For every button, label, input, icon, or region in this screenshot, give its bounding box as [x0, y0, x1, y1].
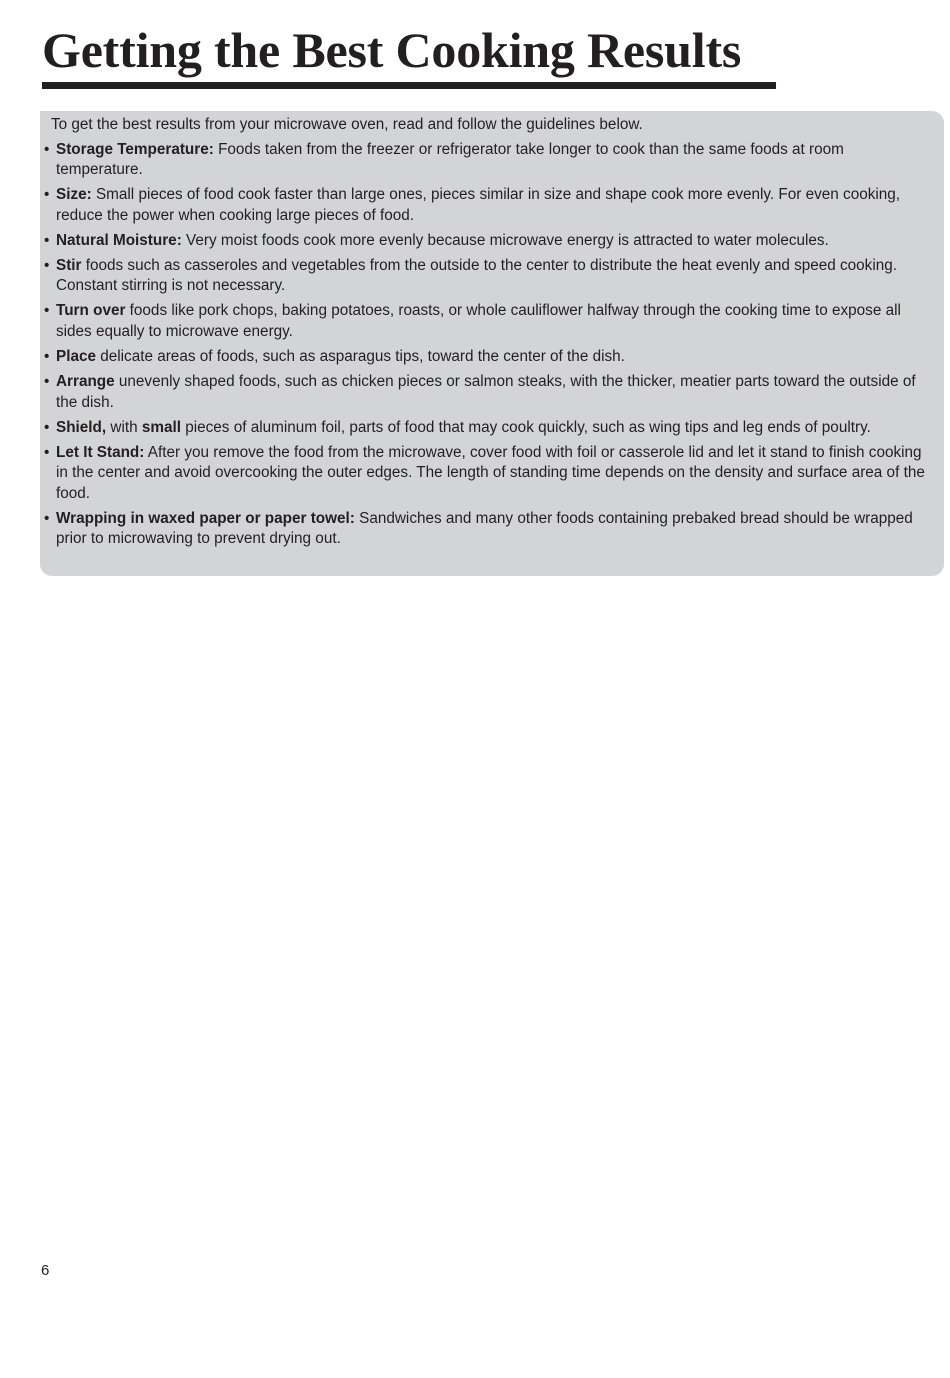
guideline-text: foods like pork chops, baking potatoes, roasts, or whole cauliflower halfway through the cooking time to expose all sides equally to microwave energy. — [56, 302, 901, 340]
guideline-arrange — [44, 372, 934, 413]
guideline-text: Sandwiches and many other foods containing prebaked bread should be wrapped prior to microwaving to prevent drying out. — [56, 509, 913, 548]
intro-text: To get the best results from your microwave oven, read and follow the guidelines below. — [51, 116, 643, 133]
bullet-icon: • — [44, 231, 50, 249]
guidelines-panel — [40, 111, 944, 576]
guideline-text: pieces of aluminum foil, parts of food that may cook quickly, such as wing tips and leg ends of poultry. — [180, 418, 871, 436]
bullet-icon: • — [44, 256, 50, 274]
guideline-text: delicate areas of foods, such as asparagus tips, toward the center of the dish. — [95, 347, 625, 365]
guideline-term: Let It Stand: — [56, 443, 145, 461]
guideline-size — [44, 185, 934, 226]
bullet-icon: • — [44, 186, 50, 204]
guideline-term: Arrange — [56, 373, 115, 391]
guideline-text: unevenly shaped foods, such as chicken pieces or salmon steaks, with the thicker, meatier parts toward the outside of the dish. — [56, 373, 916, 411]
guideline-storage-temperature — [44, 140, 934, 181]
page-title: Getting the Best Cooking Results — [42, 22, 742, 78]
guideline-term: Shield, — [56, 418, 107, 436]
guideline-place — [44, 347, 934, 368]
guideline-text: Small pieces of food cook faster than large ones, pieces similar in size and shape cook more evenly. For even cooking, reduce the power when cooking large pieces of food. — [56, 186, 901, 224]
bullet-icon: • — [44, 140, 50, 158]
bullet-icon: • — [44, 418, 50, 436]
guideline-text: Very moist foods cook more evenly because microwave energy is attracted to water molecules. — [181, 231, 829, 249]
bullet-icon: • — [44, 302, 50, 320]
bullet-icon: • — [44, 347, 50, 365]
guideline-term: Natural Moisture: — [56, 231, 182, 249]
guideline-term: Wrapping in waxed paper or paper towel: — [56, 509, 355, 527]
guideline-term: Place — [56, 347, 96, 365]
guideline-text: foods such as casseroles and vegetables from the outside to the center to distribute the heat evenly and speed cooking. Constant stirring is not necessary. — [56, 256, 897, 295]
guideline-connector: with — [106, 418, 142, 436]
guideline-stir — [44, 256, 934, 297]
guideline-text: Foods taken from the freezer or refrigerator take longer to cook than the same foods at room temperature. — [56, 140, 844, 178]
page-number: 6 — [41, 1262, 50, 1279]
bullet-icon: • — [44, 373, 50, 391]
guideline-wrapping — [44, 509, 934, 550]
guideline-term: Stir — [56, 256, 82, 274]
title-underline — [42, 82, 776, 89]
guidelines-list — [44, 140, 934, 550]
guideline-term-secondary: small — [141, 418, 181, 436]
guideline-turn-over — [44, 301, 934, 342]
guideline-term: Turn over — [56, 302, 126, 320]
guideline-natural-moisture — [44, 231, 934, 252]
guideline-text: After you remove the food from the microwave, cover food with foil or casserole lid and let it stand to finish cooking in the center and avoid overcooking the outer edges. The length of standing time depends on the density and surface area of the food. — [56, 443, 925, 502]
guideline-shield — [44, 418, 934, 439]
bullet-icon: • — [44, 509, 50, 527]
guideline-let-it-stand — [44, 443, 934, 505]
guideline-term: Storage Temperature: — [56, 140, 214, 158]
guideline-term: Size: — [56, 186, 92, 204]
bullet-icon: • — [44, 443, 50, 461]
